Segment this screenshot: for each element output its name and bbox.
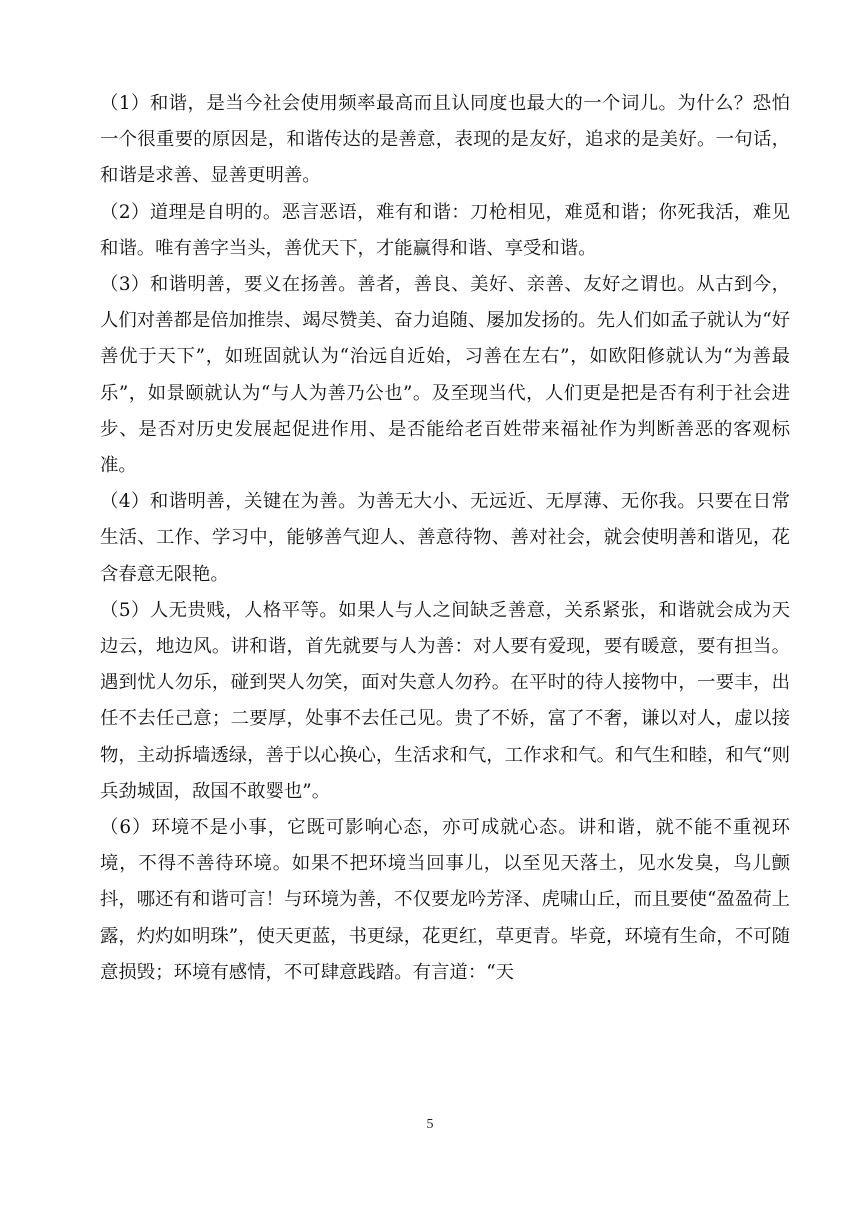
paragraph-4 bbox=[100, 484, 790, 593]
paragraph-text: 人无贵贱，人格平等。如果人与人之间缺乏善意，关系紧张，和谐就会成为天边云，地边风。讲和谐，首先就要与人为善：对人要有爱现，要有暖意，要有担当。遇到忧人勿乐，碰到哭人勿笑，面对失意人勿矜。在平时的待人接物中，一要丰，出任不去任己意；二要厚，处事不去任己见。贵了不娇，富了不奢，谦以对人，虚以接物，主动拆墙透绿，善于以心换心，生活求和气，工作求和气。和气生和睦，和气“则兵劲城固，敌国不敢婴也”。 bbox=[100, 599, 790, 802]
paragraph-text: 环境不是小事，它既可影响心态，亦可成就心态。讲和谐，就不能不重视环境，不得不善待环境。如果不把环境当回事儿，以至见天落土，见水发臭，鸟儿颤抖，哪还有和谐可言！与环境为善，不仅要龙吟芳泽、虎啸山丘，而且要使“盈盈荷上露，灼灼如明珠”，使天更蓝，书更绿，花更红，草更青。毕竟，环境有生命，不可随意损毁；环境有感情，不可肆意践踏。有言道：“天 bbox=[100, 817, 790, 983]
paragraph-text: 和谐明善，要义在扬善。善者，善良、美好、亲善、友好之谓也。从古到今，人们对善都是倍加推崇、竭尽赞美、奋力追随、屡加发扬的。先人们如孟子就认为“好善优于天下”，如班固就认为“治远自近始，习善在左右”，如欧阳修就认为“为善最乐”，如景颐就认为“与人为善乃公也”。及至现当代，人们更是把是否有利于社会进步、是否对历史发展起促进作用、是否能给老百姓带来福祉作为判断善恶的客观标准。 bbox=[100, 274, 790, 477]
document-body bbox=[100, 86, 790, 991]
paragraph-number: （4） bbox=[100, 491, 150, 513]
paragraph-1 bbox=[100, 86, 790, 195]
paragraph-3 bbox=[100, 267, 790, 484]
paragraph-number: （1） bbox=[100, 93, 150, 114]
paragraph-2 bbox=[100, 195, 790, 267]
page-number: 5 bbox=[426, 1117, 434, 1132]
paragraph-6 bbox=[100, 810, 790, 991]
paragraph-text: 和谐，是当今社会使用频率最高而且认同度也最大的一个词儿。为什么？恐怕一个很重要的原因是，和谐传达的是善意，表现的是友好，追求的是美好。一句话，和谐是求善、显善更明善。 bbox=[100, 93, 790, 187]
paragraph-number: （5） bbox=[100, 599, 150, 621]
paragraph-text: 道理是自明的。恶言恶语，难有和谐：刀枪相见，难觅和谐；你死我活，难见和谐。唯有善字当头，善优天下，才能赢得和谐、享受和谐。 bbox=[100, 201, 790, 259]
paragraph-number: （3） bbox=[100, 274, 150, 296]
paragraph-5 bbox=[100, 593, 790, 810]
paragraph-text: 和谐明善，关键在为善。为善无大小、无远近、无厚薄、无你我。只要在日常生活、工作、学习中，能够善气迎人、善意待物、善对社会，就会使明善和谐见，花含春意无限艳。 bbox=[100, 491, 790, 585]
paragraph-number: （6） bbox=[100, 817, 152, 839]
paragraph-number: （2） bbox=[100, 201, 150, 223]
